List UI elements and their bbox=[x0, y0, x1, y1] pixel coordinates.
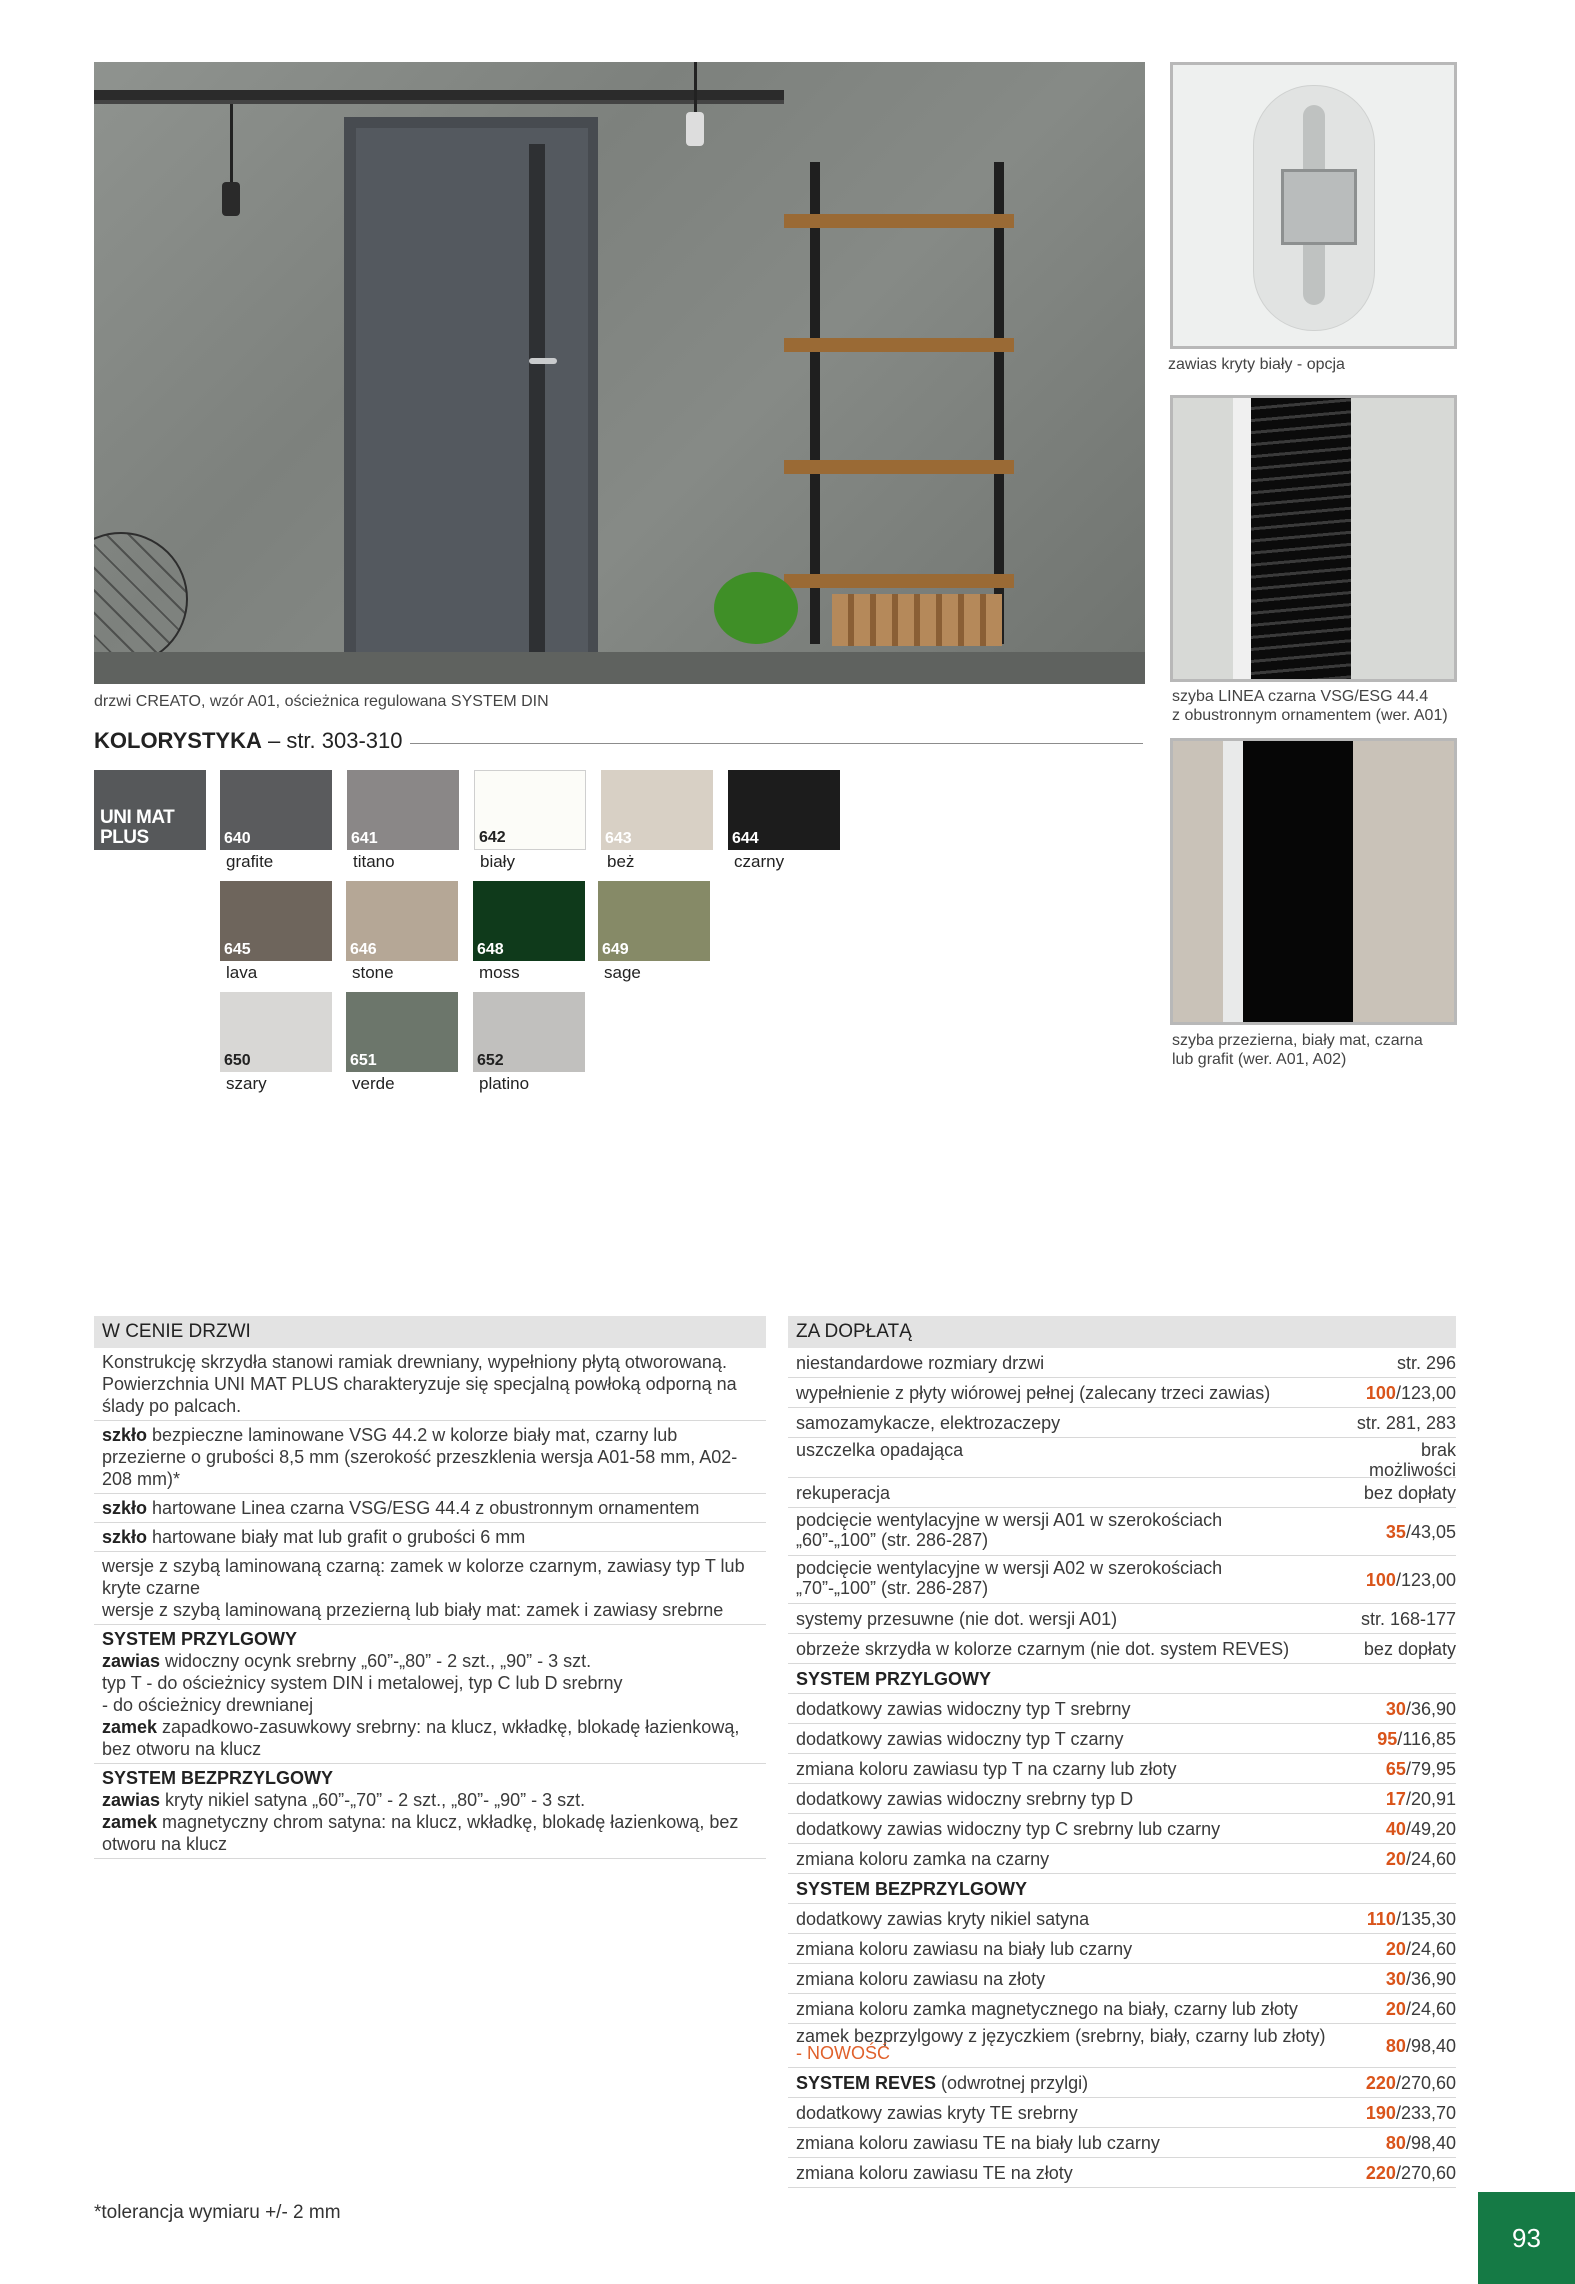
swatch-name: verde bbox=[352, 1074, 395, 1093]
swatch-name: grafite bbox=[226, 852, 274, 871]
swatch-name: sage bbox=[604, 963, 641, 982]
section-row bbox=[788, 1664, 1456, 1694]
row-price: 100/123,00 bbox=[1365, 1383, 1456, 1403]
included-features-table bbox=[94, 1316, 766, 1859]
price-row bbox=[788, 1694, 1456, 1724]
swatch-code: 649 bbox=[602, 941, 629, 958]
section-row bbox=[788, 1874, 1456, 1904]
row-label: dodatkowy zawias widoczny typ C srebrny lub czarny bbox=[796, 1819, 1221, 1839]
row-label: dodatkowy zawias widoczny srebrny typ D bbox=[796, 1789, 1134, 1809]
colors-heading: KOLORYSTYKA – str. 303-310 bbox=[94, 728, 403, 753]
row-price: 190/233,70 bbox=[1365, 2103, 1456, 2123]
extra-cost-table bbox=[788, 1316, 1456, 2188]
row-label: zmiana koloru zawiasu na biały lub czarny bbox=[796, 1939, 1133, 1959]
swatch-code: 648 bbox=[477, 941, 504, 958]
price-row bbox=[788, 1994, 1456, 2024]
row-label: dodatkowy zawias widoczny typ T srebrny bbox=[796, 1699, 1131, 1719]
row-price: 20/24,60 bbox=[1385, 1849, 1456, 1869]
uni-mat-plus-label: UNI MAT PLUS bbox=[94, 770, 206, 850]
price-row bbox=[788, 1634, 1456, 1664]
table-row: szkło hartowane Linea czarna VSG/ESG 44.4 z obustronnym ornamentem bbox=[94, 1494, 766, 1523]
hinge-caption: zawias kryty biały - opcja bbox=[1168, 356, 1345, 373]
row-price: brak możliwości bbox=[1368, 1440, 1456, 1480]
row-label: obrzeże skrzydła w kolorze czarnym (nie dot. system REVES) bbox=[796, 1639, 1290, 1659]
color-swatch-641 bbox=[347, 770, 459, 850]
swatch-code: 642 bbox=[479, 829, 506, 846]
swatch-code: 641 bbox=[351, 830, 378, 847]
row-label: niestandardowe rozmiary drzwi bbox=[796, 1353, 1045, 1373]
row-price: 80/98,40 bbox=[1385, 2133, 1456, 2153]
row-price: 80/98,40 bbox=[1385, 2036, 1456, 2056]
row-label: zmiana koloru zawiasu TE na biały lub czarny bbox=[796, 2133, 1160, 2153]
row-label: systemy przesuwne (nie dot. wersji A01) bbox=[796, 1609, 1118, 1629]
swatch-name: stone bbox=[352, 963, 394, 982]
swatch-code: 646 bbox=[350, 941, 377, 958]
price-row bbox=[788, 1438, 1456, 1478]
swatch-code: 643 bbox=[605, 830, 632, 847]
color-swatch-651 bbox=[346, 992, 458, 1072]
price-row bbox=[788, 2098, 1456, 2128]
price-row bbox=[788, 2158, 1456, 2188]
price-row bbox=[788, 1754, 1456, 1784]
main-door-photo bbox=[94, 62, 1145, 684]
swatch-name: platino bbox=[479, 1074, 530, 1093]
glass2-caption: szyba przezierna, biały mat, czarna lub grafit (wer. A01, A02) bbox=[1172, 1032, 1423, 1068]
row-label: zmiana koloru zawiasu typ T na czarny lub złoty bbox=[796, 1759, 1177, 1779]
color-swatch-643 bbox=[601, 770, 713, 850]
divider bbox=[410, 743, 1143, 744]
main-photo-caption: drzwi CREATO, wzór A01, ościeżnica regulowana SYSTEM DIN bbox=[94, 693, 549, 710]
row-label: podcięcie wentylacyjne w wersji A02 w szerokościach „70”-„100” (str. 286-287) bbox=[796, 1558, 1223, 1598]
swatch-code: 651 bbox=[350, 1052, 377, 1069]
row-label: zamek bezprzylgowy z języczkiem (srebrny, biały, czarny lub złoty) - NOWOŚĆ bbox=[796, 2026, 1326, 2063]
table-row: wersje z szybą laminowaną czarną: zamek w kolorze czarnym, zawiasy typ T lub kryte czarne wersje z szybą laminowaną przezierną lub biały mat: zamek i zawiasy srebrne bbox=[94, 1552, 766, 1625]
swatch-code: 652 bbox=[477, 1052, 504, 1069]
table-row: SYSTEM BEZPRZYLGOWY zawias kryty nikiel satyna „60”-„70” - 2 szt., „80”- „90” - 3 szt. zamek magnetyczny chrom satyna: na klucz, wkładkę, blokadę łazienkową, bez otworu na klucz bbox=[94, 1764, 766, 1859]
swatch-name: beż bbox=[607, 852, 635, 871]
linea-glass-photo bbox=[1170, 395, 1457, 682]
row-price: 65/79,95 bbox=[1385, 1759, 1456, 1779]
price-row bbox=[788, 1604, 1456, 1634]
row-price: 20/24,60 bbox=[1385, 1939, 1456, 1959]
footnote: *tolerancja wymiaru +/- 2 mm bbox=[94, 2202, 341, 2223]
row-price: 30/36,90 bbox=[1385, 1699, 1456, 1719]
row-label: SYSTEM PRZYLGOWY bbox=[796, 1669, 992, 1689]
row-price: bez dopłaty bbox=[1363, 1483, 1456, 1503]
swatch-name: biały bbox=[480, 852, 515, 871]
color-swatch-645 bbox=[220, 881, 332, 961]
row-label: SYSTEM REVES (odwrotnej przylgi) bbox=[796, 2073, 1089, 2093]
row-label: SYSTEM BEZPRZYLGOWY bbox=[796, 1879, 1028, 1899]
row-label: uszczelka opadająca bbox=[796, 1440, 964, 1460]
row-label: samozamykacze, elektrozaczepy bbox=[796, 1413, 1061, 1433]
row-label: wypełnienie z płyty wiórowej pełnej (zalecany trzeci zawias) bbox=[796, 1383, 1271, 1403]
color-swatch-648 bbox=[473, 881, 585, 961]
row-price: 110/135,30 bbox=[1366, 1909, 1456, 1929]
row-label: rekuperacja bbox=[796, 1483, 891, 1503]
row-price: str. 296 bbox=[1396, 1353, 1456, 1373]
row-price: 220/270,60 bbox=[1365, 2073, 1456, 2093]
row-label: zmiana koloru zamka magnetycznego na biały, czarny lub złoty bbox=[796, 1999, 1298, 2019]
color-swatch-650 bbox=[220, 992, 332, 1072]
color-swatch-644 bbox=[728, 770, 840, 850]
price-row bbox=[788, 1964, 1456, 1994]
price-row bbox=[788, 1844, 1456, 1874]
swatch-name: titano bbox=[353, 852, 395, 871]
color-swatch-640 bbox=[220, 770, 332, 850]
row-price: 17/20,91 bbox=[1385, 1789, 1456, 1809]
swatch-name: szary bbox=[226, 1074, 267, 1093]
row-label: dodatkowy zawias kryty nikiel satyna bbox=[796, 1909, 1090, 1929]
row-label: zmiana koloru zawiasu na złoty bbox=[796, 1969, 1046, 1989]
row-price: 20/24,60 bbox=[1385, 1999, 1456, 2019]
glass1-caption: szyba LINEA czarna VSG/ESG 44.4 z obustronnym ornamentem (wer. A01) bbox=[1172, 688, 1448, 724]
table-row: Konstrukcję skrzydła stanowi ramiak drewniany, wypełniony płytą otworowaną. Powierzchnia UNI MAT PLUS charakteryzuje się specjalną powłoką odporną na ślady po palcach. bbox=[94, 1348, 766, 1421]
price-row bbox=[788, 1348, 1456, 1378]
price-row bbox=[788, 1784, 1456, 1814]
swatch-code: 645 bbox=[224, 941, 251, 958]
row-label: zmiana koloru zamka na czarny bbox=[796, 1849, 1050, 1869]
price-row bbox=[788, 1904, 1456, 1934]
swatch-code: 644 bbox=[732, 830, 759, 847]
price-row bbox=[788, 1556, 1456, 1604]
row-price: 100/123,00 bbox=[1365, 1570, 1456, 1590]
price-row bbox=[788, 1478, 1456, 1508]
price-row bbox=[788, 1724, 1456, 1754]
color-swatch-652 bbox=[473, 992, 585, 1072]
row-price: 95/116,85 bbox=[1377, 1729, 1456, 1749]
row-price: 35/43,05 bbox=[1385, 1522, 1456, 1542]
swatch-code: 650 bbox=[224, 1052, 251, 1069]
row-label: dodatkowy zawias widoczny typ T czarny bbox=[796, 1729, 1124, 1749]
row-label: zmiana koloru zawiasu TE na złoty bbox=[796, 2163, 1073, 2183]
table-row: szkło hartowane biały mat lub grafit o grubości 6 mm bbox=[94, 1523, 766, 1552]
hidden-hinge-photo bbox=[1170, 62, 1457, 349]
row-price: 220/270,60 bbox=[1365, 2163, 1456, 2183]
price-row bbox=[788, 2128, 1456, 2158]
table-row: SYSTEM PRZYLGOWY zawias widoczny ocynk srebrny „60”-„80” - 2 szt., „90” - 3 szt. typ T - do ościeżnicy system DIN i metalowej, typ C lub D srebrny - do ościeżnicy drewnianej zamek zapadkowo-zasuwkowy srebrny: na klucz, wkładkę, blokadę łazienkową, bez otworu na klucz bbox=[94, 1625, 766, 1764]
price-row bbox=[788, 1934, 1456, 1964]
swatch-code: 640 bbox=[224, 830, 251, 847]
price-row bbox=[788, 2068, 1456, 2098]
row-price: str. 168-177 bbox=[1360, 1609, 1456, 1629]
row-label: podcięcie wentylacyjne w wersji A01 w szerokościach „60”-„100” (str. 286-287) bbox=[796, 1510, 1223, 1550]
extra-header: ZA DOPŁATĄ bbox=[788, 1316, 1456, 1348]
page-number: 93 bbox=[1478, 2192, 1575, 2284]
price-row bbox=[788, 1508, 1456, 1556]
color-swatch-642 bbox=[474, 770, 586, 850]
row-label: dodatkowy zawias kryty TE srebrny bbox=[796, 2103, 1078, 2123]
swatch-name: lava bbox=[226, 963, 258, 982]
row-price: 40/49,20 bbox=[1385, 1819, 1456, 1839]
price-row bbox=[788, 1378, 1456, 1408]
price-row bbox=[788, 2024, 1456, 2068]
included-header: W CENIE DRZWI bbox=[94, 1316, 766, 1348]
price-row bbox=[788, 1408, 1456, 1438]
color-swatch-649 bbox=[598, 881, 710, 961]
color-swatch-646 bbox=[346, 881, 458, 961]
row-price: bez dopłaty bbox=[1363, 1639, 1456, 1659]
swatch-name: czarny bbox=[734, 852, 785, 871]
swatch-name: moss bbox=[479, 963, 520, 982]
price-row bbox=[788, 1814, 1456, 1844]
row-price: 30/36,90 bbox=[1385, 1969, 1456, 1989]
row-price: str. 281, 283 bbox=[1356, 1413, 1456, 1433]
table-row: szkło bezpieczne laminowane VSG 44.2 w kolorze biały mat, czarny lub przezierne o grubości 8,5 mm (szerokość przeszklenia wersja A01-58 mm, A02-208 mm)* bbox=[94, 1421, 766, 1494]
clear-glass-photo bbox=[1170, 738, 1457, 1025]
